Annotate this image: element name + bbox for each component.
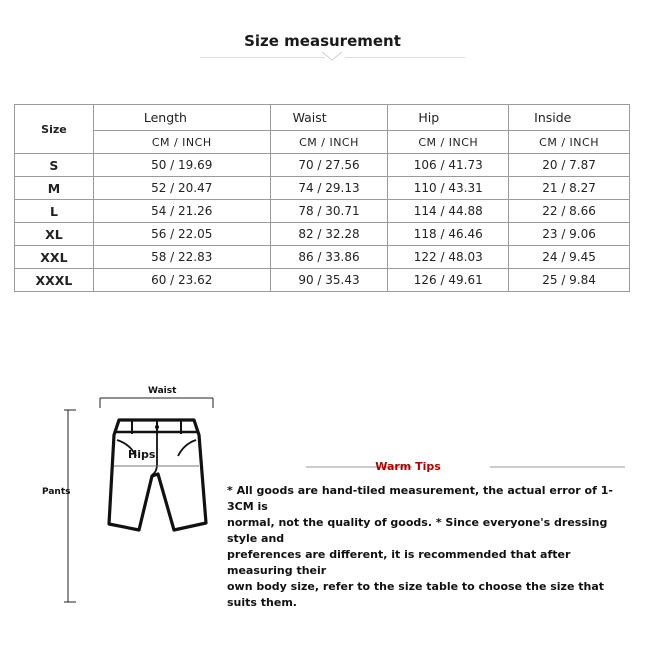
- size-table: [14, 104, 630, 292]
- size-cell: XL: [15, 223, 94, 246]
- column-header-hip: Hip: [388, 105, 509, 131]
- size-cell: XXL: [15, 246, 94, 269]
- waist-cell: 86 / 33.86: [270, 246, 388, 269]
- length-cell: 54 / 21.26: [93, 200, 270, 223]
- inside-cell: 21 / 8.27: [509, 177, 630, 200]
- unit-label: CM / INCH: [388, 131, 509, 154]
- unit-label: CM / INCH: [93, 131, 270, 154]
- waist-cell: 82 / 32.28: [270, 223, 388, 246]
- inside-cell: 25 / 9.84: [509, 269, 630, 292]
- waist-cell: 78 / 30.71: [270, 200, 388, 223]
- length-cell: 60 / 23.62: [93, 269, 270, 292]
- length-cell: 56 / 22.05: [93, 223, 270, 246]
- waist-cell: 74 / 29.13: [270, 177, 388, 200]
- hips-label: Hips: [128, 448, 156, 461]
- hip-cell: 106 / 41.73: [388, 154, 509, 177]
- waist-cell: 90 / 35.43: [270, 269, 388, 292]
- chevron-down-icon: [322, 52, 342, 62]
- hip-cell: 122 / 48.03: [388, 246, 509, 269]
- warm-tips-title: Warm Tips: [375, 460, 441, 473]
- unit-label: CM / INCH: [270, 131, 388, 154]
- hip-cell: 126 / 49.61: [388, 269, 509, 292]
- tips-line: own body size, refer to the size table to choose the size that suits them.: [227, 580, 605, 609]
- length-cell: 52 / 20.47: [93, 177, 270, 200]
- table-row: [15, 223, 630, 246]
- tips-line: preferences are different, it is recommended that after measuring their: [227, 548, 571, 577]
- title-divider-right: [345, 57, 465, 58]
- table-row: [15, 154, 630, 177]
- inside-cell: 23 / 9.06: [509, 223, 630, 246]
- column-header-inside: Inside: [509, 105, 630, 131]
- table-header-row: [15, 105, 630, 131]
- waist-label: Waist: [148, 386, 177, 396]
- table-row: [15, 177, 630, 200]
- size-header: Size: [15, 105, 94, 154]
- table-row: [15, 200, 630, 223]
- inside-cell: 20 / 7.87: [509, 154, 630, 177]
- waist-cell: 70 / 27.56: [270, 154, 388, 177]
- table-row: [15, 246, 630, 269]
- table-row: [15, 269, 630, 292]
- unit-label: CM / INCH: [509, 131, 630, 154]
- title-divider-left: [200, 57, 325, 58]
- page-title: Size measurement: [244, 32, 401, 50]
- hip-cell: 118 / 46.46: [388, 223, 509, 246]
- length-cell: 58 / 22.83: [93, 246, 270, 269]
- column-header-waist: Waist: [270, 105, 388, 131]
- inside-cell: 22 / 8.66: [509, 200, 630, 223]
- size-cell: XXXL: [15, 269, 94, 292]
- warm-tips-text: [227, 483, 637, 611]
- column-header-length: Length: [93, 105, 270, 131]
- pants-label: Pants: [42, 487, 71, 497]
- size-cell: M: [15, 177, 94, 200]
- inside-cell: 24 / 9.45: [509, 246, 630, 269]
- table-unit-row: [15, 131, 630, 154]
- tips-line: normal, not the quality of goods. * Since everyone's dressing style and: [227, 516, 608, 545]
- size-cell: L: [15, 200, 94, 223]
- hip-cell: 110 / 43.31: [388, 177, 509, 200]
- tips-line: * All goods are hand-tiled measurement, the actual error of 1-3CM is: [227, 484, 613, 513]
- size-cell: S: [15, 154, 94, 177]
- hip-cell: 114 / 44.88: [388, 200, 509, 223]
- length-cell: 50 / 19.69: [93, 154, 270, 177]
